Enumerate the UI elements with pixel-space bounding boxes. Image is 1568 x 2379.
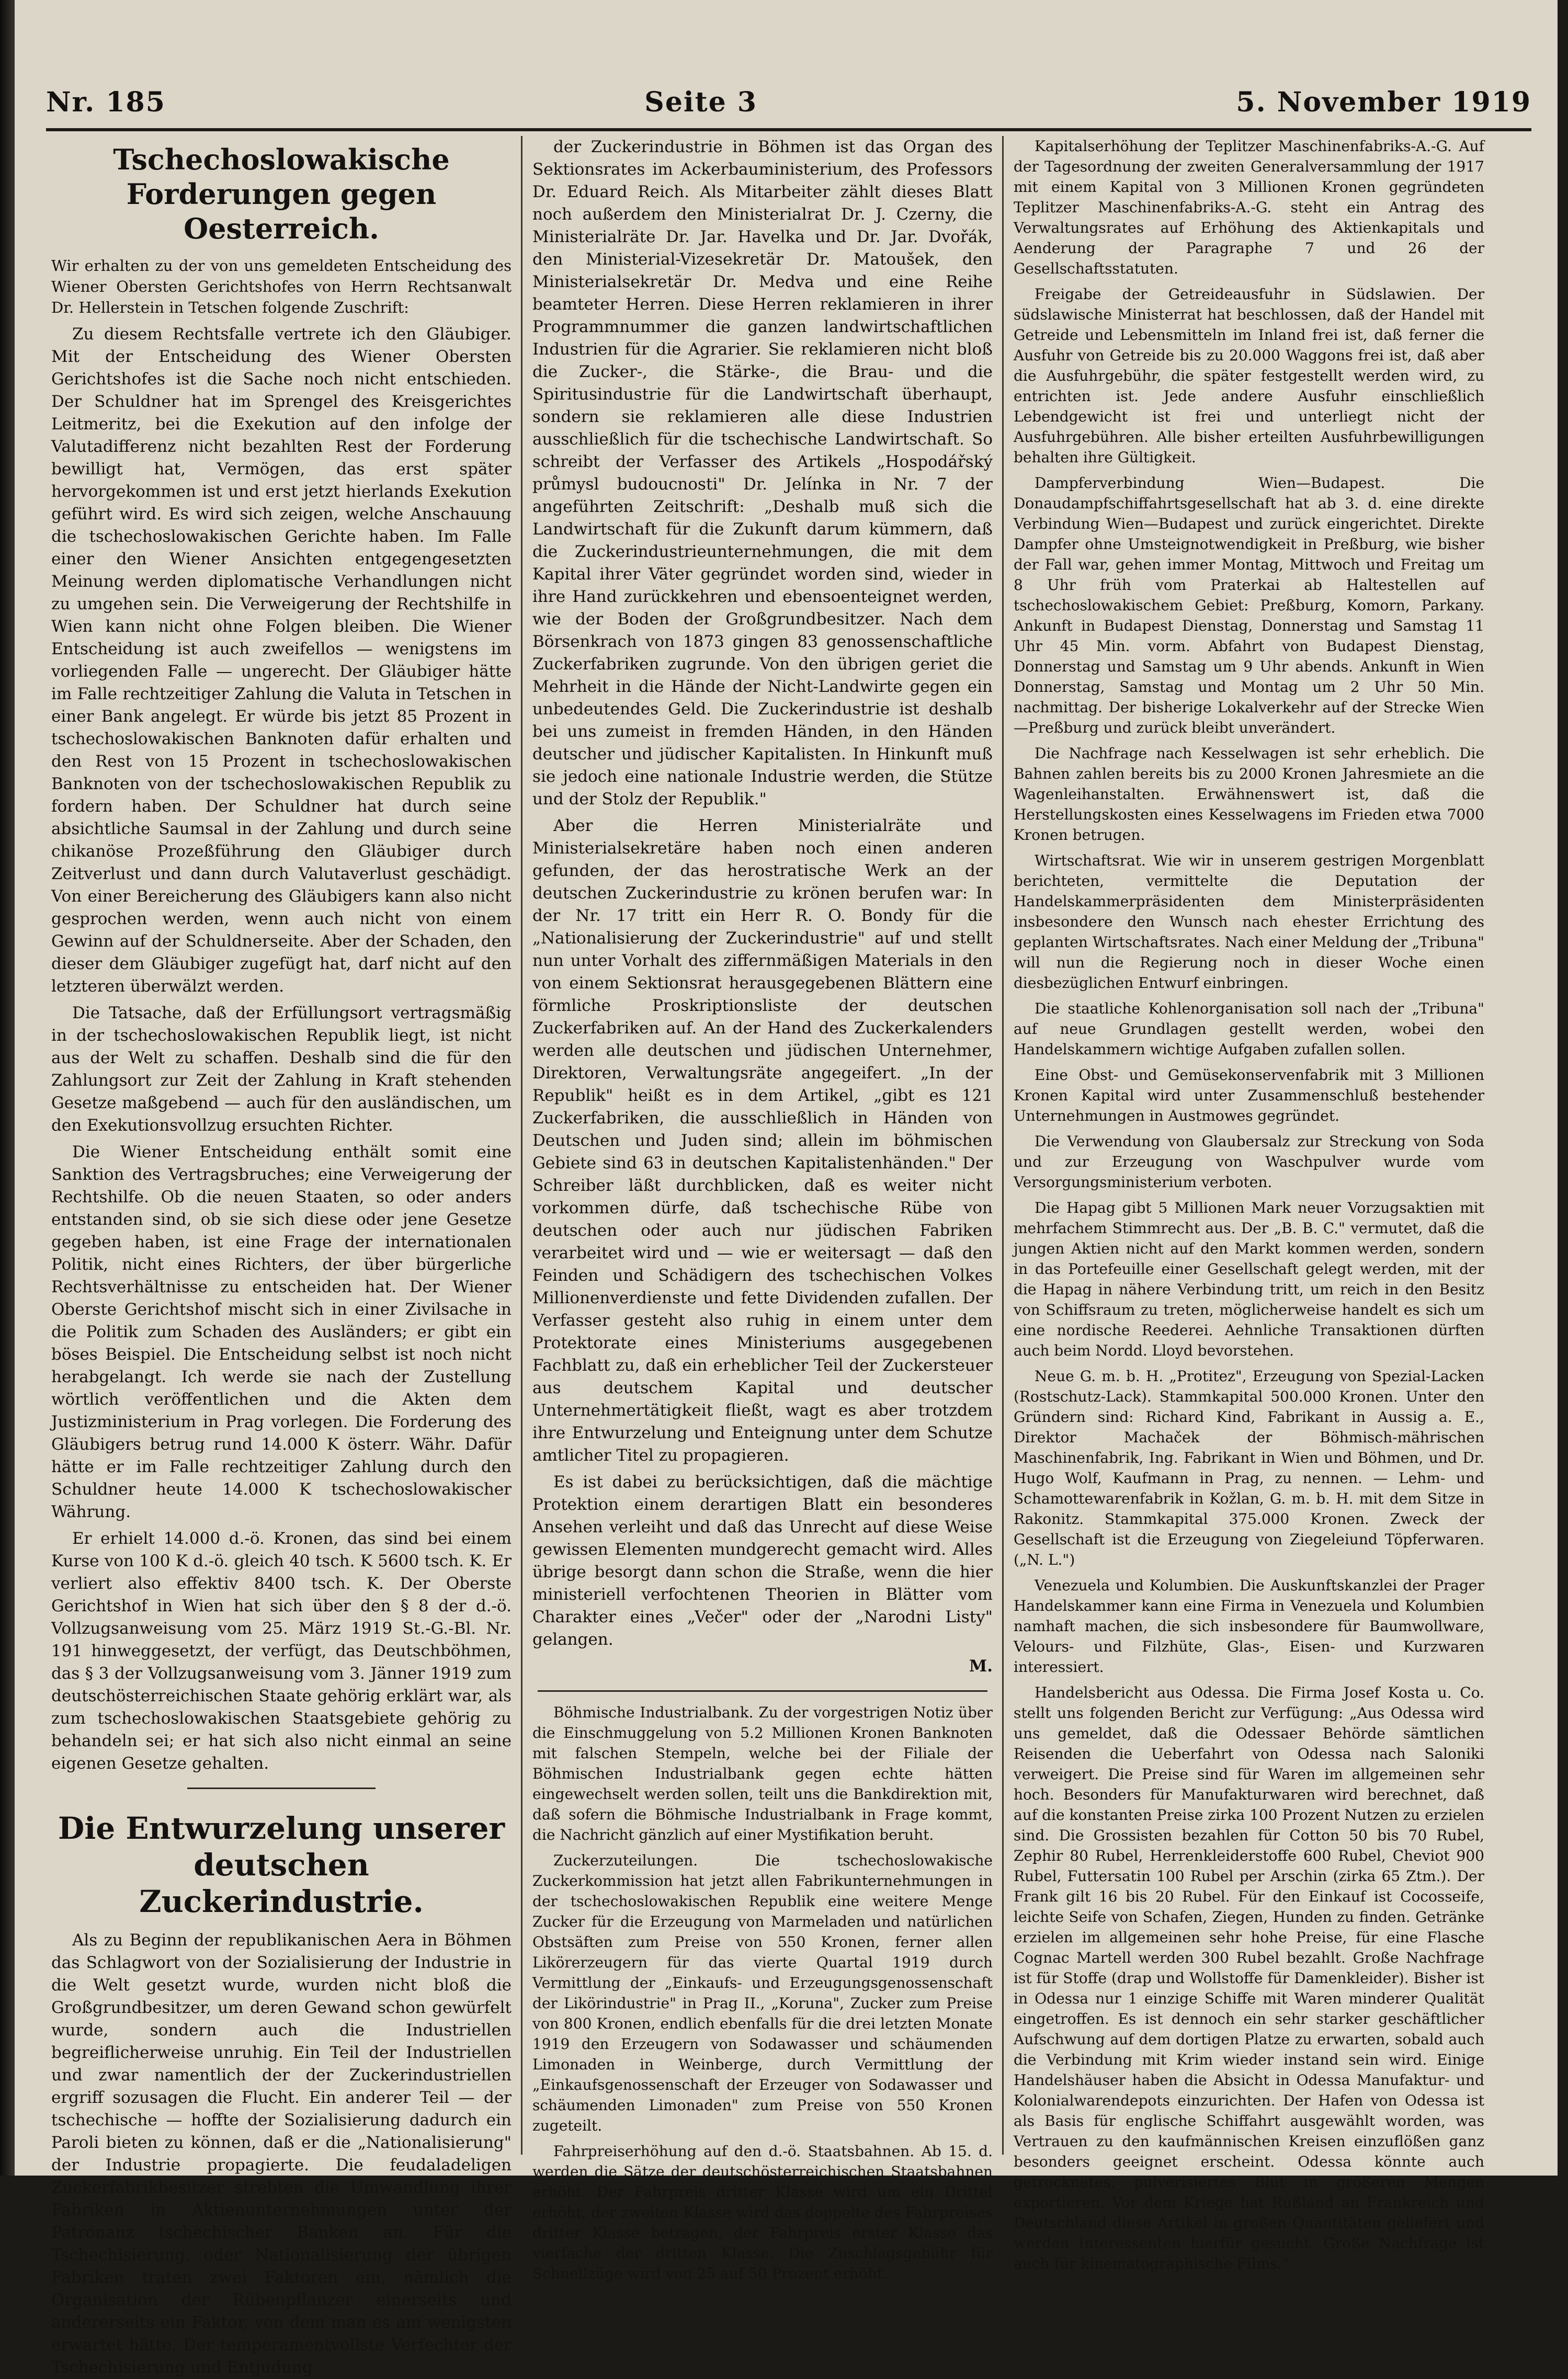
issue-number: Nr. 185 xyxy=(46,86,166,118)
section-divider xyxy=(538,1690,987,1692)
column-left xyxy=(51,136,512,2377)
news-item: Böhmische Industrialbank. Zu der vorgestrigen Notiz über die Einschmuggelung von 5.2 Millionen Kronen Banknoten mit falschen Stempeln, welche bei der Filiale der Böhmischen Industrialbank gegen echte hätten eingewechselt werden sollen, teilt uns die Bankdirektion mit, daß sofern die Böhmische Industrialbank in Frage kommt, die Nachricht gänzlich auf einer Mystifikation beruht. xyxy=(532,1704,993,1843)
article-paragraph: Die Tatsache, daß der Erfüllungsort vertragsmäßig in der tschechoslowakischen Republik liegt, ist nicht aus der Welt zu schaffen. Deshalb sind die für den Zahlungsort zur Zeit der Zahlung in Kraft stehenden Gesetze maßgebend — auch für den ausländischen, um den Exekutionsvollzug ersuchten Richter. xyxy=(51,1004,512,1135)
article-paragraph: Er erhielt 14.000 d.-ö. Kronen, das sind bei einem Kurse von 100 K d.-ö. gleich 40 tsch. K 5600 tsch. K. Er verliert also effektiv 8400 tsch. K. Der Oberste Gerichtshof in Wien hat sich über den § 8 der d.-ö. Vollzugsanweisung vom 25. März 1919 St.-G.-Bl. Nr. 191 hinweggesetzt, der verfügt, das Deutschböhmen, das § 3 der Vollzugsanweisung vom 3. Jänner 1919 zum deutschösterreichischen Staate gehörig erklärt war, als zum tschechoslowakischen Staatsgebiete gehörig zu behandeln sei; er hat sich also nicht einmal an seine eigenen Gesetze gehalten. xyxy=(51,1529,512,1773)
news-item: Freigabe der Getreideausfuhr in Südslawien. Der südslawische Ministerrat hat beschlossen, daß der Handel mit Getreide und Lebensmitteln im Inland frei ist, daß ferner die Ausfuhr von Getreide bis zu 20.000 Waggons frei ist, daß aber die Ausfuhrgebühr, die später festgestellt werden wird, zu entrichten ist. Jede andere Ausfuhr einschließlich Lebendgewicht ist frei und unterliegt nicht der Ausfuhrgebühren. Alle bisher erteilten Ausfuhrbewilligungen behalten ihre Gültigkeit. xyxy=(1014,286,1484,466)
article-paragraph: Zu diesem Rechtsfalle vertrete ich den Gläubiger. Mit der Entscheidung des Wiener Obersten Gerichtshofes ist die Sache noch nicht entschieden. Der Schuldner hat im Sprengel des Kreisgerichtes Leitmeritz, bei die Exekution auf den infolge der Valutadifferenz nicht bezahlten Rest der Forderung bewilligt hat, Vermögen, das erst später hervorgekommen ist und erst jetzt hierlands Exekution geführt wird. Es wird sich zeigen, welche Anschauung die tschechoslowakischen Gerichte haben. Im Falle einer den Wiener Ansichten entgegengesetzten Meinung werden diplomatische Verhandlungen nicht zu umgehen sein. Die Verweigerung der Rechtshilfe in Wien kann nicht ohne Folgen bleiben. Die Wiener Entscheidung ist auch zweifellos — wenigstens im vorliegenden Falle — ungerecht. Der Gläubiger hätte im Falle rechtzeitiger Zahlung die Valuta in Tetschen in einer Bank angelegt. Er würde bis jetzt 85 Prozent in tschechoslowakischen Banknoten dafür erhalten und den Rest von 15 Prozent in tschechoslowakischen Banknoten von der tschechoslowakischen Republik zu fordern haben. Der Schuldner hat durch seine absichtliche Saumsal in der Zahlung und durch seine chikanöse Prozeßführung den Gläubiger durch Zeitverlust und dann durch Valutaverlust geschädigt. Von einer Bereicherung des Gläubigers kann also nicht gesprochen werden, wenn auch nicht von einem Gewinn auf der Schuldnerseite. Aber der Schaden, den dieser dem Gläubiger zugefügt hat, darf nicht auf den letzteren überwälzt werden. xyxy=(51,325,512,996)
news-item: Die Verwendung von Glaubersalz zur Streckung von Soda und zur Erzeugung von Waschpulver wurde vom Versorgungsministerium verboten. xyxy=(1014,1133,1484,1191)
news-item: Fahrpreiserhöhung auf den d.-ö. Staatsbahnen. Ab 15. d. werden die Sätze der deutschösterreichischen Staatsbahnen erhöht. Der Fahrpreis dritter Klasse wird um ein Drittel erhöht, der zweiten Klasse wird das doppelte des Fahrpreises dritter Klasse betragen, der Fahrpreis erster Klasse das vierfache der dritten Klasse. Die Zuschlagsgebühr für Schnellzüge wird von 25 auf 50 Prozent erhöht. xyxy=(532,2143,993,2282)
article-lead: Wir erhalten zu der von uns gemeldeten Entscheidung des Wiener Obersten Gerichtshofes von Herrn Rechtsanwalt Dr. Hellerstein in Tetschen folgende Zuschrift: xyxy=(51,257,512,316)
binding-shadow xyxy=(0,0,15,2176)
article-paragraph: der Zuckerindustrie in Böhmen ist das Organ des Sektionsrates im Ackerbauministerium, des Professors Dr. Eduard Reich. Als Mitarbeiter zählt dieses Blatt noch außerdem den Ministerialrat Dr. J. Czerny, die Ministerialräte Dr. Jar. Havelka und Dr. Jar. Dvořák, den Ministerial-Vizesekretär Dr. Matoušek, den Ministerialsekretär Dr. Medva und eine Reihe beamteter Herren. Diese Herren reklamieren in ihrer Programmnummer die ganzen landwirtschaftlichen Industrien für die Agrarier. Sie reklamieren nicht bloß die Zucker-, die Stärke-, die Brau- und die Spiritusindustrie für die Landwirtschaft überhaupt, sondern sie reklamieren alle diese Industrien ausschließlich für die tschechische Landwirtschaft. So schreibt der Verfasser des Artikels „Hospodářský průmysl budoucnosti" Dr. Jelínka in Nr. 7 der angeführten Zeitschrift: „Deshalb muß sich die Landwirtschaft für die Zukunft darum kümmern, daß die Zuckerindustrieunternehmungen, die mit dem Kapital ihrer Väter gegründet worden sind, wieder in ihre Hand zurückkehren und ebensoenteignet werden, wie der Boden der Großgrundbesitzer. Nach dem Börsenkrach von 1873 gingen 83 genossenschaftliche Zuckerfabriken zugrunde. Von den übrigen geriet die Mehrheit in die Hände der Nicht-Landwirte gegen ein unbedeutendes Geld. Die Zuckerindustrie ist deshalb bei uns zumeist in fremden Händen, in den Händen deutscher und jüdischer Kapitalisten. In Hinkunft muß sie jedoch eine nationale Industrie werden, die Stütze und der Stolz der Republik." xyxy=(532,138,993,809)
news-item: Eine Obst- und Gemüsekonservenfabrik mit 3 Millionen Kronen Kapital wird unter Zusammenschluß bestehender Unternehmungen in Austmowes gegründet. xyxy=(1014,1066,1484,1124)
page-number: Seite 3 xyxy=(644,86,758,118)
news-item: Kapitalserhöhung der Teplitzer Maschinenfabriks-A.-G. Auf der Tagesordnung der zweiten Generalversammlung der 1917 mit einem Kapital von 3 Millionen Kronen gegründeten Teplitzer Maschinenfabriks-A.-G. steht ein Antrag des Verwaltungsrates auf Erhöhung des Aktienkapitals und Aenderung der Paragraphe 7 und 26 der Gesellschaftsstatuten. xyxy=(1014,138,1484,277)
issue-date: 5. November 1919 xyxy=(1236,86,1531,118)
news-item: Zuckerzuteilungen. Die tschechoslowakische Zuckerkommission hat jetzt allen Fabrikunternehmungen in der tschechoslowakischen Republik eine weitere Menge Zucker für die Erzeugung von Marmeladen und natürlichen Obstsäften zum Preise von 550 Kronen, ferner allen Likörerzeugern für das vierte Quartal 1919 durch Vermittlung der „Einkaufs- und Erzeugungsgenossenschaft der Likörindustrie" in Prag II., „Koruna", Zucker zum Preise von 800 Kronen, endlich ebenfalls für die drei letzten Monate 1919 den Erzeugern von Sodawasser und schäumenden Limonaden in Weinberge, durch Vermittlung der „Einkaufsgenossenschaft der Erzeuger von Sodawasser und schäumenden Limonaden" zum Preise von 550 Kronen zugeteilt. xyxy=(532,1852,993,2134)
news-item: Neue G. m. b. H. „Protitez", Erzeugung von Spezial-Lacken (Rostschutz-Lack). Stammkapital 500.000 Kronen. Unter den Gründern sind: Richard Kind, Fabrikant in Aussig a. E., Direktor Machaček der Böhmisch-mährischen Maschinenfabrik, Ing. Fabrikant in Wien und Böhmen, und Dr. Hugo Wolf, Kaufmann in Prag, zu nennen. — Lehm- und Schamottewarenfabrik in Kožlan, G. m. b. H. mit dem Sitze in Rakonitz. Stammkapital 375.000 Kronen. Zweck der Gesellschaft ist die Erzeugung von Ziegeleiund Töpferwaren. („N. L.") xyxy=(1014,1368,1484,1568)
article-paragraph: Es ist dabei zu berücksichtigen, daß die mächtige Protektion einem derartigen Blatt ein besonderes Ansehen verleiht und daß das Unrecht auf diese Weise gewissen Elementen mundgerecht gemacht wird. Alles übrige besorgt dann schon die Straße, wenn die hier ministeriell verfochtenen Theorien in Blätter vom Charakter eines „Večer" oder der „Narodni Listy" gelangen. xyxy=(532,1473,993,1649)
news-item: Die staatliche Kohlenorganisation soll nach der „Tribuna" auf neue Grundlagen gestellt werden, wobei den Handelskammern wichtige Aufgaben zufallen sollen. xyxy=(1014,1000,1484,1058)
page-header xyxy=(46,78,1531,126)
article-headline: Tschechoslowakische Forderungen gegen Oesterreich. xyxy=(113,143,450,245)
column-middle xyxy=(532,136,993,2282)
article-headline: Die Entwurzelung unserer deutschen Zuckerindustrie. xyxy=(58,1811,505,1919)
news-item: Die Nachfrage nach Kesselwagen ist sehr erheblich. Die Bahnen zahlen bereits bis zu 2000 Kronen Jahresmiete an die Wagenleihanstalten. Erwähnenswert ist, daß die Herstellungskosten eines Kesselwagens im Frieden etwa 7000 Kronen betrugen. xyxy=(1014,745,1484,844)
article-paragraph: Als zu Beginn der republikanischen Aera in Böhmen das Schlagwort von der Sozialisierung der Industrie in die Welt gesetzt wurde, wurden nicht bloß die Großgrundbesitzer, um deren Gewand schon gewürfelt wurde, sondern auch die Industriellen begreiflicherweise unruhig. Ein Teil der Industriellen und zwar namentlich der der Zuckerindustriellen ergriff sozusagen die Flucht. Ein anderer Teil — der tschechische — hoffte der Sozialisierung dadurch ein Paroli bieten zu können, daß er die „Nationalisierung" der Industrie propagierte. Die feudaladeligen Zuckerfabrikbesitzer strebten die Umwandlung ihrer Fabriken in Aktienunternehmungen unter der Patronanz tschechischer Banken an. Für die Tschechisierung, oder Nationalisierung der übrigen Fabriken traten zwei Faktoren ein, nämlich die Organisation der Rübenpflanzer einerseits und andererseits ein Faktor, von dem man es am wenigsten erwartet hätte. Der temperamentvollste Verfechter der Tschechisierung und Entjudung xyxy=(51,1931,512,2377)
news-item: Handelsbericht aus Odessa. Die Firma Josef Kosta u. Co. stellt uns folgenden Bericht zur Verfügung: „Aus Odessa wird uns gemeldet, daß die Odessaer Behörde sämtlichen Reisenden die Ueberfahrt von Odessa nach Saloniki verweigert. Die Preise sind für Waren im allgemeinen sehr hoch. Besonders für Manufakturwaren wird berechnet, daß auf die konstanten Preise zirka 100 Prozent Nutzen zu erzielen sind. Die Grossisten bezahlen für Cotton 50 bis 70 Rubel, Zephir 80 Rubel, Herrenkleiderstoffe 600 Rubel, Cheviot 900 Rubel, Futtersatin 100 Rubel per Arschin (zirka 65 Ztm.). Der Frank gilt 16 bis 20 Rubel. Für den Einkauf ist Cocosseife, leichte Seife von Schafen, Ziegen, Hunden zu finden. Getränke erzielen im allgemeinen sehr hohe Preise, für eine Flasche Cognac Martell werden 300 Rubel bezahlt. Große Nachfrage ist für Stoffe (drap und Wollstoffe für Damenkleider). Bisher ist in Odessa nur 1 einzige Schiffe mit Waren minderer Qualität eingetroffen. Es ist dennoch ein sehr starker geschäftlicher Aufschwung auf dem dortigen Platze zu erwarten, sobald auch die Verbindung mit Krim wieder instand sein wird. Einige Handelshäuser haben die Absicht in Odessa Manufaktur- und Kolonialwarendepots einzurichten. Der Hafen von Odessa ist als Basis für englische Schiffahrt ausgewählt worden, was Vertrauen zu den kaufmännischen Kreisen einzuflößen ganz besonders geeignet erscheint. Odessa könnte auch getrocknetes, pulverisiertes Blut in größeren Mengen exportieren. Vor dem Kriege hat Rußland an Frankreich und Deutschland diese Artikel in großen Quantitäten geliefert und werden Interessenten hierfür gesucht. Große Nachfrage ist auch für kinematographische Films." xyxy=(1014,1684,1484,2272)
newspaper-page xyxy=(15,0,1558,2377)
header-rule xyxy=(46,128,1531,131)
column-divider xyxy=(521,136,522,2155)
column-right xyxy=(1014,136,1484,2272)
author-signature: M. xyxy=(969,1657,993,1676)
column-divider xyxy=(1002,136,1004,2155)
article-paragraph: Aber die Herren Ministerialräte und Ministerialsekretäre haben noch einen anderen gefunden, der das herostratische Werk an der deutschen Zuckerindustrie zu krönen berufen war: In der Nr. 17 tritt ein Herr R. O. Bondy für die „Nationalisierung der Zuckerindustrie" auf und stellt nun unter Vorhalt des ziffernmäßigen Materials in den von einem Sektionsrat herausgegebenen Blättern eine förmliche Proskriptionsliste der deutschen Zuckerfabriken auf. An der Hand des Zuckerkalenders werden alle deutschen und jüdischen Unternehmer, Direktoren, Verwaltungsräte angegeifert. „In der Republik" heißt es in dem Artikel, „gibt es 121 Zuckerfabriken, die ausschließlich in Händen von Deutschen und Juden sind; allein im böhmischen Gebiete sind 63 in deutschen Kapitalistenhänden." Der Schreiber läßt durchblicken, daß es weiter nicht vorkommen dürfe, daß tschechische Rübe von deutschen oder auch nur jüdischen Fabriken verarbeitet wird und — wie er weitersagt — daß den Feinden und Schädigern des tschechischen Volkes Millionenverdienste und fette Dividenden zufallen. Der Verfasser gesteht also ruhig in einem unter dem Protektorate eines Ministeriums ausgegebenen Fachblatt zu, daß ein erheblicher Teil der Zuckersteuer aus deutschem Kapital und deutscher Unternehmertätigkeit fließt, wagt es aber trotzdem ihre Entwurzelung und Enteignung unter dem Schutze amtlicher Titel zu propagieren. xyxy=(532,816,993,1465)
section-divider xyxy=(187,1788,376,1789)
news-item: Dampferverbindung Wien—Budapest. Die Donaudampfschiffahrtsgesellschaft hat ab 3. d. eine direkte Verbindung Wien—Budapest und zurück eingerichtet. Direkte Dampfer ohne Umsteignotwendigkeit in Preßburg, wie bisher der Fall war, gehen immer Montag, Mittwoch und Freitag um 8 Uhr früh vom Praterkai ab Haltestellen auf tschechoslowakischem Gebiet: Preßburg, Komorn, Parkany. Ankunft in Budapest Dienstag, Donnerstag und Samstag 11 Uhr 45 Min. vorm. Abfahrt von Budapest Dienstag, Donnerstag und Samstag um 9 Uhr abends. Ankunft in Wien Donnerstag, Samstag und Montag um 2 Uhr 50 Min. nachmittag. Der bisherige Lokalverkehr auf der Strecke Wien—Preßburg und zurück bleibt unverändert. xyxy=(1014,474,1484,736)
article-paragraph: Die Wiener Entscheidung enthält somit eine Sanktion des Vertragsbruches; eine Verweigerung der Rechtshilfe. Ob die neuen Staaten, so oder anders entstanden sind, ob sie sich diese oder jene Gesetze gegeben haben, ist eine Frage der internationalen Politik, nicht eines Richters, der über bürgerliche Rechtsverhältnisse zu entscheiden hat. Der Wiener Oberste Gerichtshof mischt sich in einer Zivilsache in die Politik zum Schaden des Ausländers; er gibt ein böses Beispiel. Die Entscheidung selbst ist noch nicht herabgelangt. Ich werde sie nach der Zustellung wörtlich veröffentlichen und die Akten dem Justizministerium in Prag vorlegen. Die Forderung des Gläubigers betrug rund 14.000 K österr. Währ. Dafür hätte er im Falle rechtzeitiger Zahlung durch den Schuldner heute 14.000 K tschechoslowakischer Währung. xyxy=(51,1143,512,1521)
news-item: Wirtschaftsrat. Wie wir in unserem gestrigen Morgenblatt berichteten, vermittelte die Deputation der Handelskammerpräsidenten dem Ministerpräsidenten insbesondere den Wunsch nach ehester Errichtung des geplanten Wirtschaftsrates. Nach einer Meldung der „Tribuna" will nun die Regierung noch in dieser Woche einen diesbezüglichen Entwurf einbringen. xyxy=(1014,852,1484,992)
news-item: Die Hapag gibt 5 Millionen Mark neuer Vorzugsaktien mit mehrfachem Stimmrecht aus. Der „B. B. C." vermutet, daß die jungen Aktien nicht auf den Markt kommen werden, sondern in das Portefeuille einer Gesellschaft gelegt werden, mit der die Hapag in nähere Verbindung tritt, um reich in den Besitz von Schiffsraum zu treten, möglicherweise handelt es sich um eine nordische Reederei. Aehnliche Transaktionen dürften auch beim Nordd. Lloyd bevorstehen. xyxy=(1014,1199,1484,1359)
news-item: Venezuela und Kolumbien. Die Auskunftskanzlei der Prager Handelskammer kann eine Firma in Venezuela und Kolumbien namhaft machen, die sich insbesondere für Baumwollware, Velours- und Filzhüte, Glas-, Eisen- und Kurzwaren interessiert. xyxy=(1014,1577,1484,1676)
